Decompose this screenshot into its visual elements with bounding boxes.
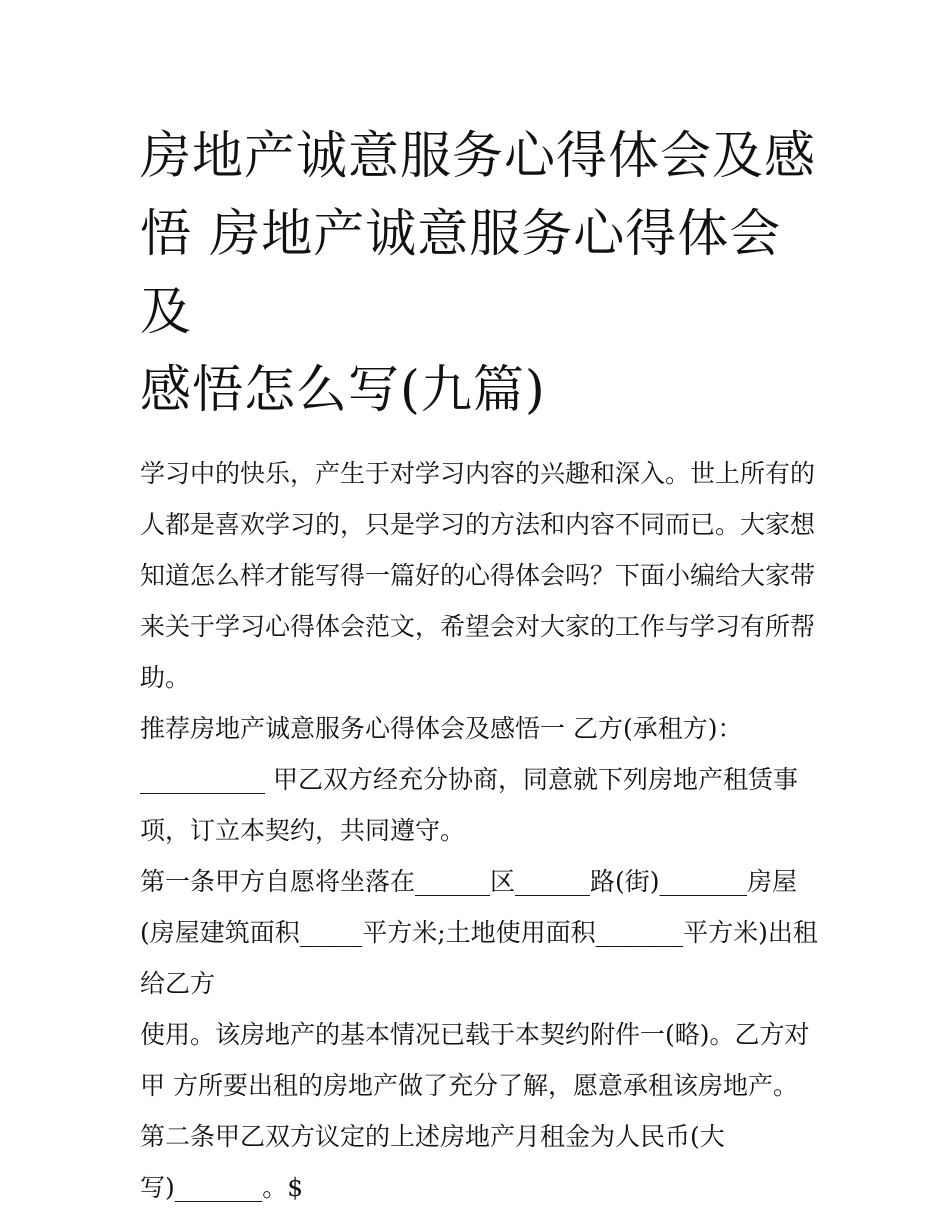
body-line: 项，订立本契约，共同遵守。: [140, 816, 466, 845]
title-line-1: 房地产诚意服务心得体会及感: [140, 127, 817, 186]
body-line: __________ 甲乙双方经充分协商，同意就下列房地产租赁事: [140, 765, 798, 794]
body-line: 知道怎么样才能写得一篇好的心得体会吗？下面小编给大家带: [140, 561, 816, 590]
body-line: 助。: [140, 663, 191, 692]
title-line-2: 悟 房地产诚意服务心得体会及: [140, 205, 782, 342]
document-body: [140, 448, 820, 1213]
title-line-3: 感悟怎么写(九篇): [140, 361, 546, 420]
body-line: 给乙方: [140, 969, 216, 998]
body-line: 第一条甲方自愿将坐落在______区______路(街)_______房屋: [140, 867, 798, 896]
body-line: 学习中的快乐，产生于对学习内容的兴趣和深入。世上所有的: [140, 459, 816, 488]
body-line: 来关于学习心得体会范文，希望会对大家的工作与学习有所帮: [140, 612, 816, 641]
body-line: 使用。该房地产的基本情况已载于本契约附件一(略)。乙方对: [140, 1020, 810, 1049]
body-line: 甲 方所要出租的房地产做了充分了解，愿意承租该房地产。: [140, 1071, 798, 1100]
document-title: [140, 118, 820, 430]
body-line: 写)_______。$: [140, 1173, 304, 1202]
body-line: 推荐房地产诚意服务心得体会及感悟一 乙方(承租方)：: [140, 714, 743, 743]
body-line: 第二条甲乙双方议定的上述房地产月租金为人民币(大: [140, 1122, 725, 1151]
body-line: 人都是喜欢学习的，只是学习的方法和内容不同而已。大家想: [140, 510, 816, 539]
body-line: (房屋建筑面积_____平方米;土地使用面积_______平方米)出租: [140, 918, 818, 947]
document-page: [140, 118, 820, 1213]
